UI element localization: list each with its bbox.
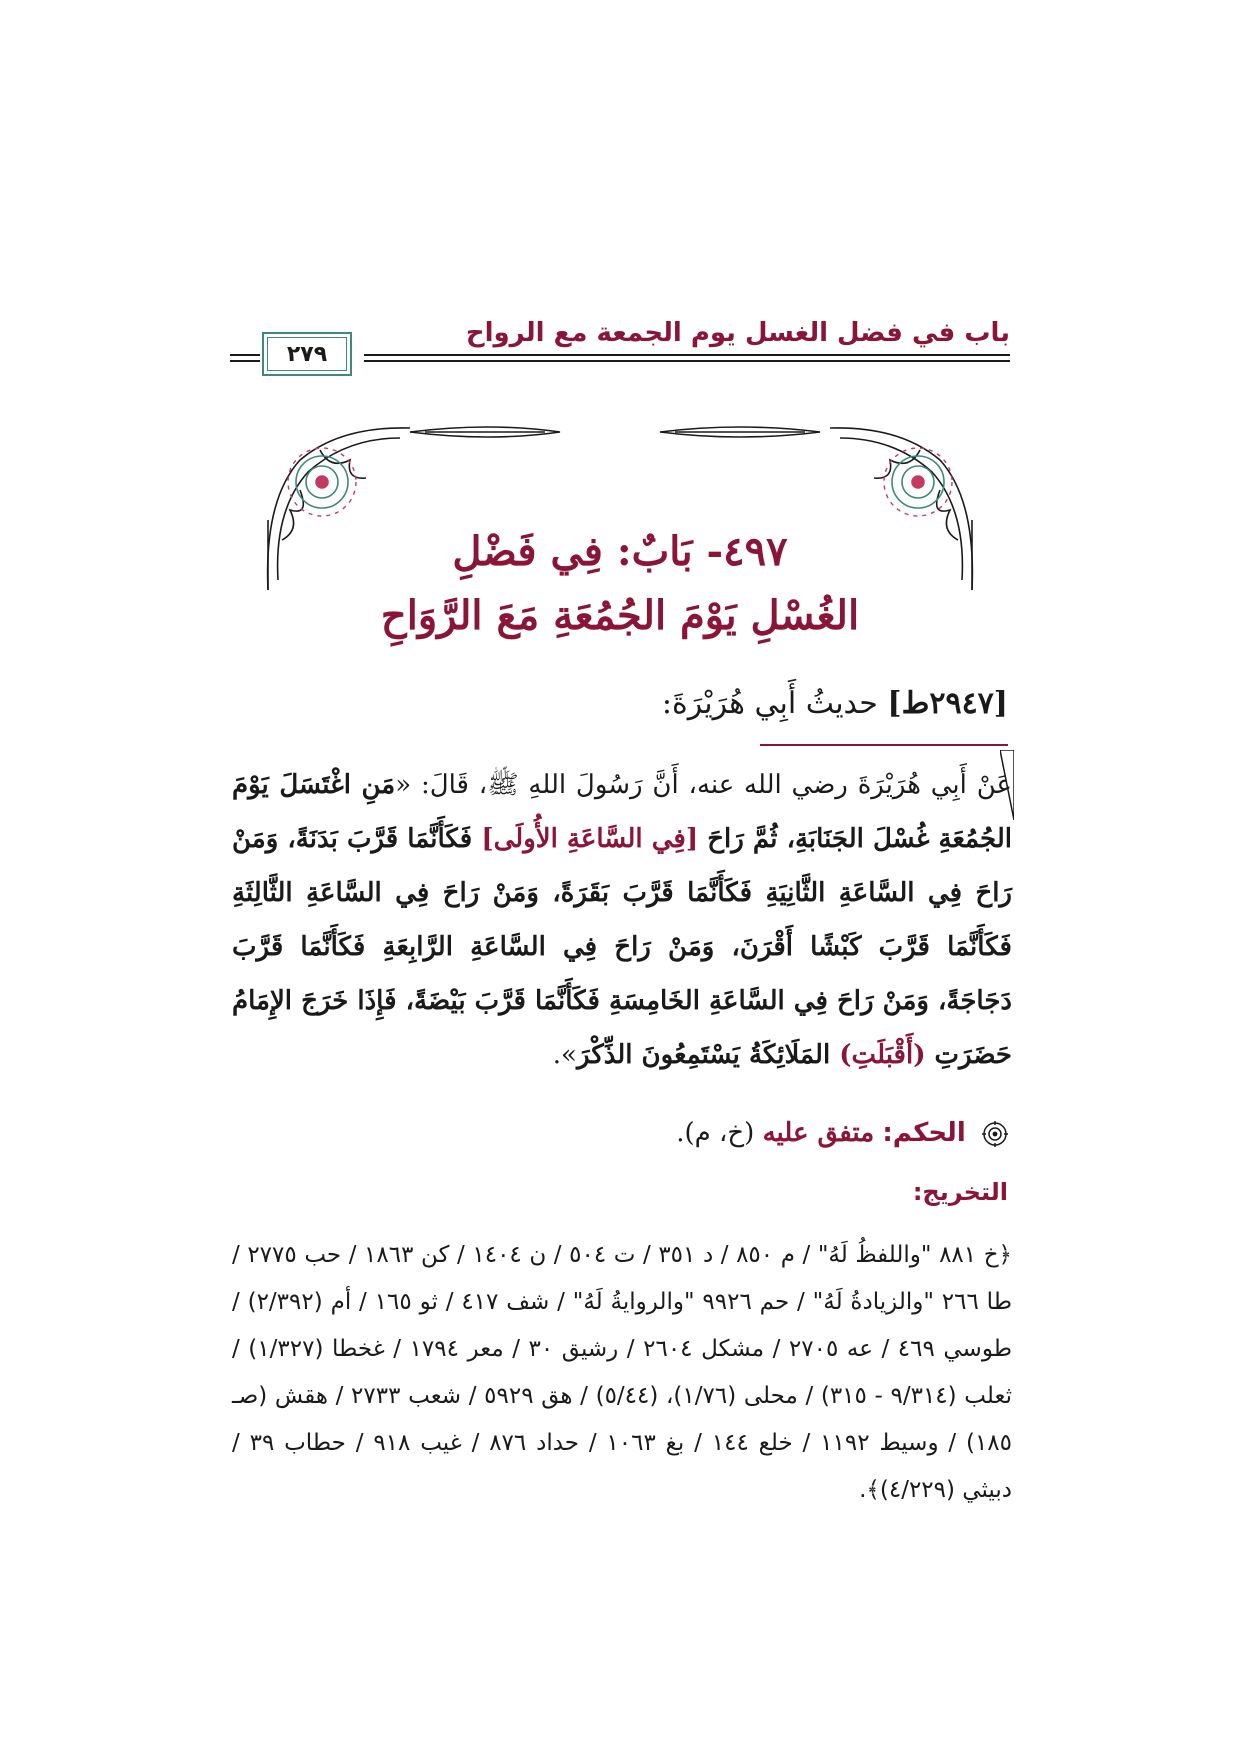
running-title: باب في فضل الغسل يوم الجمعة مع الرواح (465, 318, 1010, 348)
hadith-segment: ، قَالَ: « (395, 770, 488, 800)
header-rule-long-2 (364, 360, 1010, 362)
header-rule-long (364, 354, 1010, 356)
ruling-value: متفق عليه (762, 1118, 875, 1148)
chapter-title-line-1: ٤٩٧- بَابٌ: فِي فَضْلِ (452, 528, 788, 575)
chapter-title (300, 520, 940, 648)
ruling-label: الحكم: (882, 1118, 966, 1148)
hadith-segment: المَلَائِكَةُ يَسْتَمِعُونَ الذِّكْرَ (576, 1040, 840, 1070)
ruling-line (676, 1118, 1008, 1148)
hadith-segment: عَنْ أَبِي هُرَيْرَةَ (847, 770, 1013, 800)
heading-underline (760, 744, 1008, 746)
ruling-sources: (خ، م). (676, 1118, 755, 1148)
page-number-badge (262, 332, 352, 376)
takhrij-text: ﴿خ ٨٨١ "واللفظُ لَهُ" / م ٨٥٠ / د ٣٥١ / ت ٥٠٤ / ن ١٤٠٤ / كن ١٨٦٣ / حب ٢٧٧٥ / طا ٢٦٦ "والزيادةُ لَهُ" / حم ٩٩٢٦ "والروايةُ لَهُ" / شف ٤١٧ / ثو ١٦٥ / أم (٢/٣٩٢) / طوسي ٤٦٩ / عه ٢٧٠٥ / مشكل ٢٦٠٤ / رشيق ٣٠ / معر ١٧٩٤ / غخطا (١/٣٢٧) / ثعلب (٩/٣١٤ - ٣١٥) / محلى (١/٧٦)، (٥/٤٤) / هق ٥٩٢٩ / شعب ٢٧٣٣ / هقش (صـ ١٨٥) / وسيط ١١٩٢ / خلع ١٤٤ / بغ ١٠٦٣ / حداد ٨٧٦ / غيب ٩١٨ / حطاب ٣٩ / دبيثي (٤/٢٢٩)﴾. (232, 1242, 1013, 1503)
hadith-segment: ». (552, 1040, 577, 1070)
running-header (230, 318, 1010, 378)
page-number: ٢٧٩ (286, 341, 328, 367)
hadith-reference: [٢٩٤٧ط] (887, 686, 1008, 721)
hadith-text (232, 758, 1012, 1082)
header-rule-short (230, 354, 260, 356)
hadith-segment: مَنِ اغْتَسَلَ يَوْمَ الجُمُعَةِ غُسْلَ الجَنَابَةِ، ثُمَّ رَاحَ (232, 770, 1012, 854)
takhrij-heading: التخريج: (912, 1178, 1008, 1206)
chapter-title-line-2: الغُسْلِ يَوْمَ الجُمُعَةِ مَعَ الرَّوَاحِ (380, 592, 860, 639)
hadith-segment: فَكَأَنَّمَا قَرَّبَ بَدَنَةً، وَمَنْ رَاحَ فِي السَّاعَةِ الثَّانِيَةِ فَكَأَنَّمَا قَرَّبَ بَقَرَةً، وَمَنْ رَاحَ فِي السَّاعَةِ الثَّالِثَةِ فَكَأَنَّمَا قَرَّبَ كَبْشًا أَقْرَنَ، وَمَنْ رَاحَ فِي السَّاعَةِ الرَّابِعَةِ فَكَأَنَّمَا قَرَّبَ دَجَاجَةً، وَمَنْ رَاحَ فِي السَّاعَةِ الخَامِسَةِ فَكَأَنَّمَا قَرَّبَ بَيْضَةً، فَإِذَا خَرَجَ الإِمَامُ حَضَرَتِ (232, 824, 1012, 1070)
hadith-segment: ﷺ (487, 770, 519, 800)
rosette-icon (982, 1121, 1008, 1147)
hadith-segment: ، أَنَّ رَسُولَ اللهِ (518, 770, 697, 800)
hadith-heading (662, 686, 1008, 721)
hadith-segment: [فِي السَّاعَةِ الأُولَى] (481, 824, 699, 854)
hadith-segment: (أَقْبَلَتِ) (839, 1040, 926, 1070)
hadith-segment: رضي الله عنه (696, 770, 848, 800)
hadith-heading-text: حديثُ أَبِي هُرَيْرَةَ: (661, 686, 878, 721)
header-rule-short-2 (230, 360, 260, 362)
